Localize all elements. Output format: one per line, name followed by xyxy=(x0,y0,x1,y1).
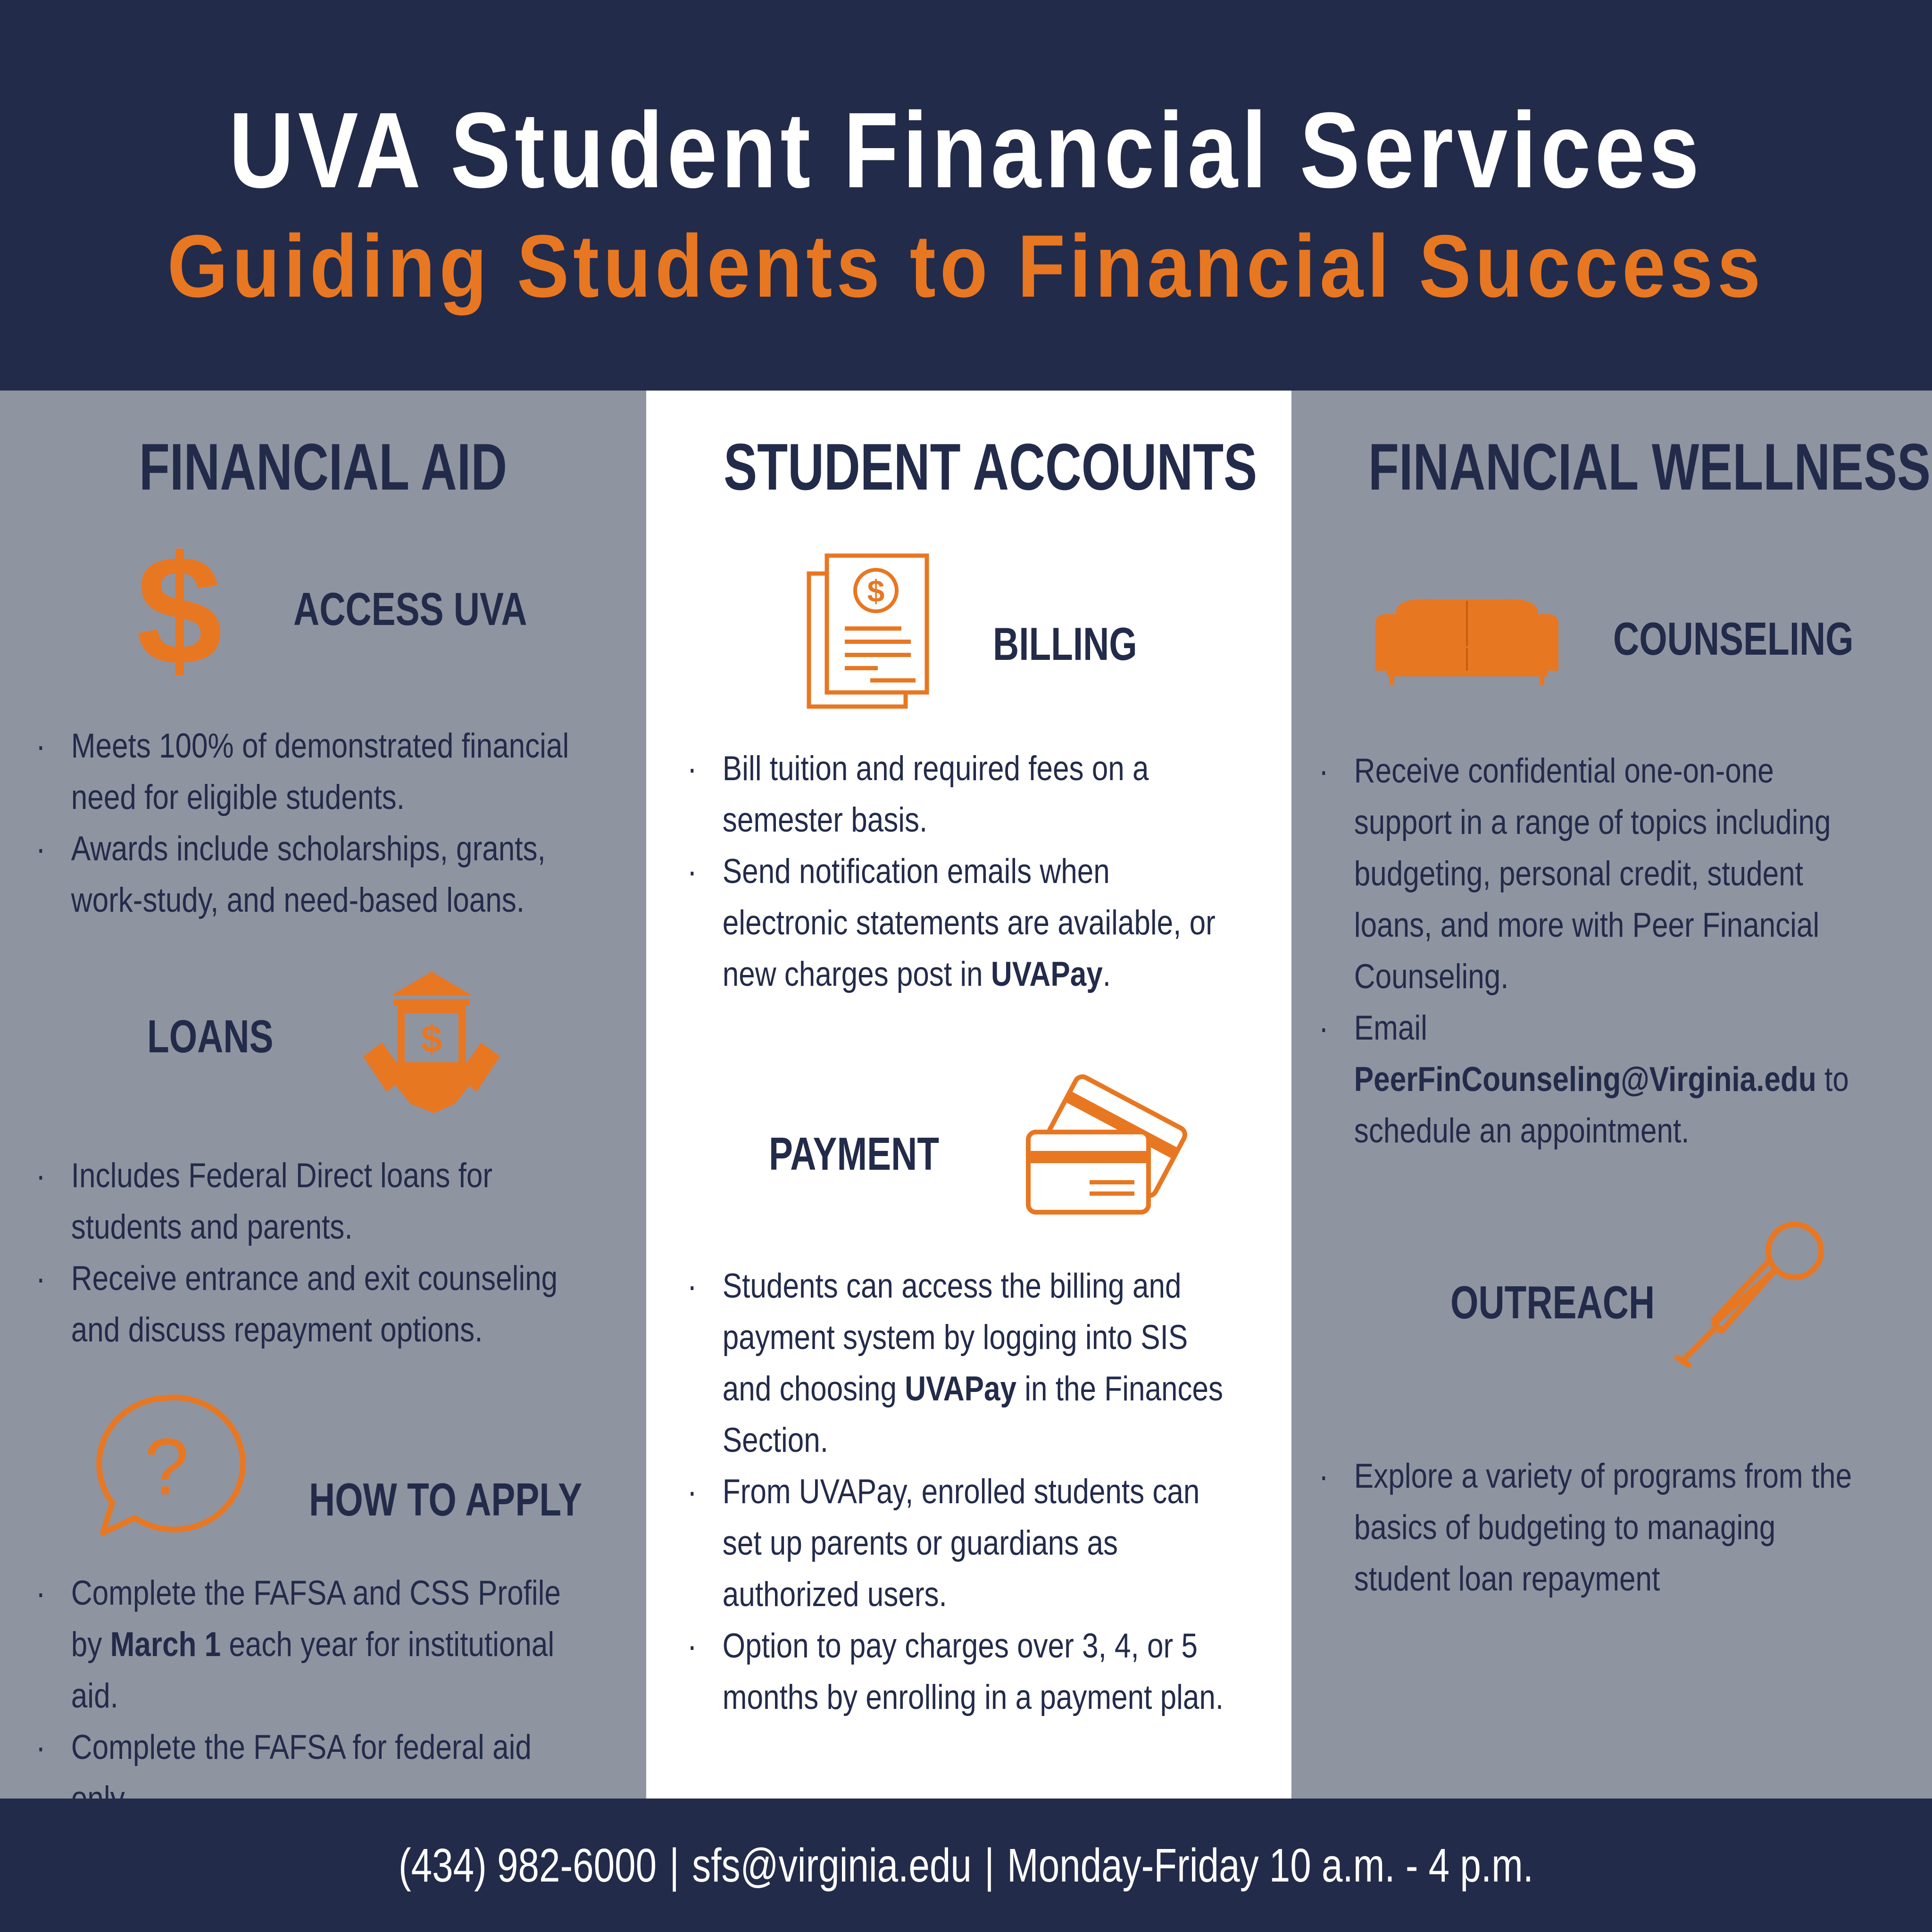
svg-text:?: ? xyxy=(144,1422,189,1512)
couch-icon xyxy=(1373,595,1561,690)
email-link[interactable]: sfs@virginia.edu xyxy=(692,1839,972,1892)
bill-document-icon xyxy=(804,551,932,711)
question-bubble-icon xyxy=(90,1391,241,1542)
counseling-bullets xyxy=(1319,745,1932,1157)
svg-text:$: $ xyxy=(867,574,885,608)
loans-heading: LOANS xyxy=(147,1010,274,1062)
billing-bullets xyxy=(687,743,1329,1000)
list-item: · Students can access the billing and payment system by logging into SIS and choosing UVAPay in the Finances Section. xyxy=(687,1260,1232,1466)
office-hours: Monday-Friday 10 a.m. - 4 p.m. xyxy=(1007,1839,1533,1892)
list-item: · Explore a variety of programs from the basics of budgeting to managing student loan repayment xyxy=(1319,1450,1872,1605)
financial-wellness-heading: FINANCIAL WELLNESS xyxy=(1368,430,1931,504)
how-to-apply-bullets xyxy=(36,1567,696,1824)
list-item: · Meets 100% of demonstrated financial need for eligible students. xyxy=(36,720,589,823)
financial-aid-heading: FINANCIAL AID xyxy=(139,430,508,504)
list-item: · Includes Federal Direct loans for students and parents. xyxy=(36,1150,589,1253)
student-accounts-heading: STUDENT ACCOUNTS xyxy=(724,430,1257,504)
how-to-apply-heading: HOW TO APPLY xyxy=(309,1474,583,1525)
uvapay-text: UVAPay xyxy=(991,955,1103,993)
list-item: · Complete the FAFSA and CSS Profile by March 1 each year for institutional aid. xyxy=(36,1567,597,1722)
loans-bullets xyxy=(36,1150,687,1356)
list-item: · From UVAPay, enrolled students can set up parents or guardians as authorized users. xyxy=(687,1466,1232,1620)
access-uva-heading: ACCESS UVA xyxy=(293,583,527,635)
list-item: · Email PeerFinCounseling@Virginia.edu to schedule an appointment. xyxy=(1319,1002,1872,1157)
footer-separator: | xyxy=(669,1839,680,1892)
list-item: · Receive entrance and exit counseling and discuss repayment options. xyxy=(36,1253,589,1356)
svg-text:$: $ xyxy=(421,1018,442,1060)
email-link[interactable]: PeerFinCounseling@Virginia.edu xyxy=(1354,1060,1816,1099)
credit-cards-icon xyxy=(1024,1071,1186,1226)
uvapay-text: UVAPay xyxy=(905,1370,1017,1408)
payment-heading: PAYMENT xyxy=(769,1128,940,1180)
list-item: · Receive confidential one-on-one support in a range of topics including budgeting, personal credit, student loans, and more with Peer Financial Counseling. xyxy=(1319,745,1872,1002)
deadline-text: March 1 xyxy=(110,1625,221,1664)
list-item: · Option to pay charges over 3, 4, or 5 months by enrolling in a payment plan. xyxy=(687,1620,1232,1723)
list-item: · Complete the FAFSA for federal aid xyxy=(36,1722,597,1824)
footer-separator: | xyxy=(984,1839,994,1892)
counseling-heading: COUNSELING xyxy=(1613,613,1854,665)
page-subtitle: Guiding Students to Financial Success xyxy=(167,217,1765,316)
outreach-heading: OUTREACH xyxy=(1450,1276,1655,1328)
payment-bullets xyxy=(687,1260,1329,1723)
access-uva-bullets xyxy=(36,720,687,926)
outreach-bullets xyxy=(1319,1450,1932,1605)
billing-heading: BILLING xyxy=(993,618,1137,670)
microphone-icon xyxy=(1674,1218,1830,1369)
dollar-sign-icon xyxy=(127,523,231,697)
page-title: UVA Student Financial Services xyxy=(229,91,1703,210)
list-item: · Awards include scholarships, grants, work-study, and need-based loans. xyxy=(36,823,589,926)
bank-handshake-icon xyxy=(354,962,509,1123)
list-item: · Bill tuition and required fees on a semester basis. xyxy=(687,743,1232,846)
contact-line xyxy=(193,1839,1739,1892)
phone-number[interactable]: (434) 982-6000 xyxy=(399,1839,657,1892)
svg-text:$: $ xyxy=(136,523,223,697)
list-item: · Send notification emails when electronic statements are available, or new charges post in UVAPay. xyxy=(687,846,1232,1000)
